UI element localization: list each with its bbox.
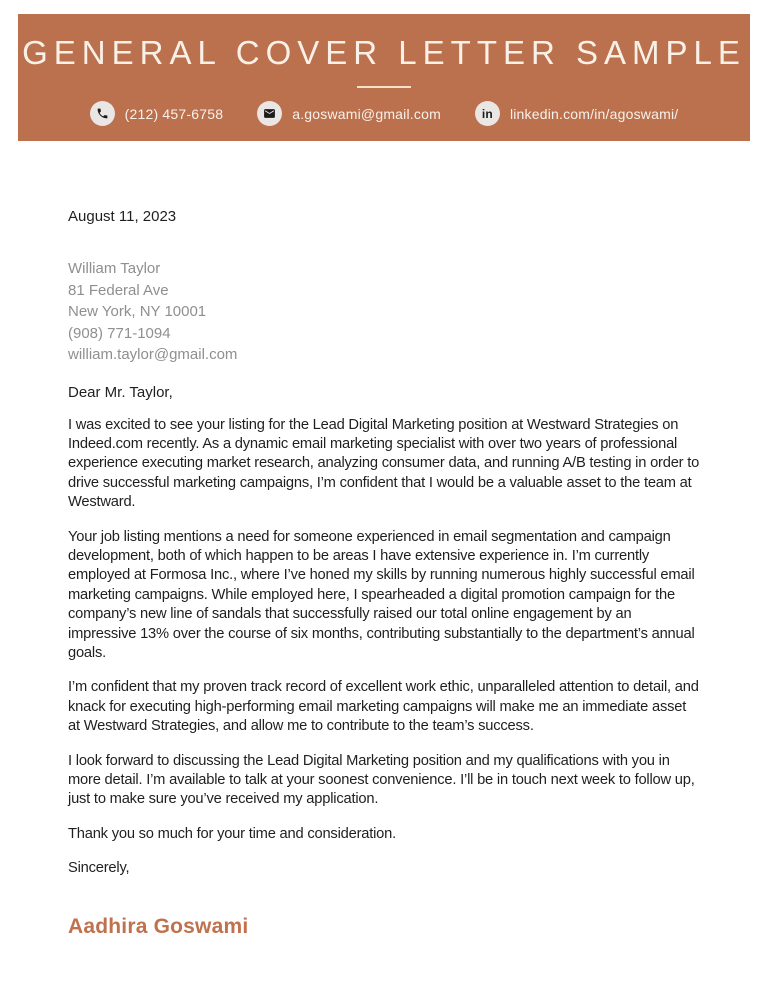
recipient-phone: (908) 771-1094 [68,324,171,342]
page-title: GENERAL COVER LETTER SAMPLE [22,34,746,71]
linkedin-glyph: in [481,106,493,121]
recipient-address-line1: 81 Federal Ave [68,281,169,299]
closing-line: Sincerely, [68,860,130,877]
letter-header [18,14,750,141]
body-paragraph-1: I was excited to see your listing for the Lead Digital Marketing position at Westward Strategies on Indeed.com recently. As a dynamic email marketing specialist with over two years of professional experience executing market research, analyzing consumer data, and running A/B testing in order to drive successful marketing campaigns, I’m confident that I would be a valuable asset to the team at Westward. [68,416,700,511]
body-paragraph-3: I’m confident that my proven track record of excellent work ethic, unparalleled attention to detail, and knack for executing high-performing email marketing campaigns will make me an immediate asset at Westward Strategies, and allow me to contribute to the team’s success. [68,679,699,735]
contact-email [257,101,441,126]
contact-linkedin [475,101,678,126]
linkedin-icon [475,101,500,126]
contact-phone [90,101,224,126]
recipient-email: william.taylor@gmail.com [68,346,238,363]
contact-row [18,101,750,126]
thanks-line: Thank you so much for your time and consideration. [68,825,396,842]
body-paragraph-4: I look forward to discussing the Lead Digital Marketing position and my qualifications with you in more detail. I’m available to talk at your soonest convenience. I’ll be in touch next week to follow up, just to make sure you’ve received my application. [68,752,695,808]
email-icon [257,101,282,126]
signature-name: Aadhira Goswami [68,914,249,938]
salutation: Dear Mr. Taylor, [68,383,173,401]
email-text: a.goswami@gmail.com [292,105,441,122]
phone-icon [90,101,115,126]
letter-body [0,208,768,939]
body-paragraph-2: Your job listing mentions a need for someone experienced in email segmentation and campaign development, both of which happen to be areas I have extensive experience in. I’m currently employed at Formosa Inc., where I’ve honed my skills by running numerous highly successful email marketing campaigns. While employed here, I spearheaded a digital promotion campaign for the company’s new line of sandals that successfully raised our total online engagement by an impressive 13% over the course of six months, contributing substantially to the department’s annual goals. [68,528,695,661]
recipient-address-line2: New York, NY 10001 [68,303,207,320]
recipient-block [68,258,700,366]
phone-number-text: (212) 457-6758 [124,105,224,122]
linkedin-url-text: linkedin.com/in/agoswami/ [509,105,679,122]
letter-date: August 11, 2023 [68,208,177,225]
recipient-name: William Taylor [68,260,161,277]
title-divider [357,86,411,88]
